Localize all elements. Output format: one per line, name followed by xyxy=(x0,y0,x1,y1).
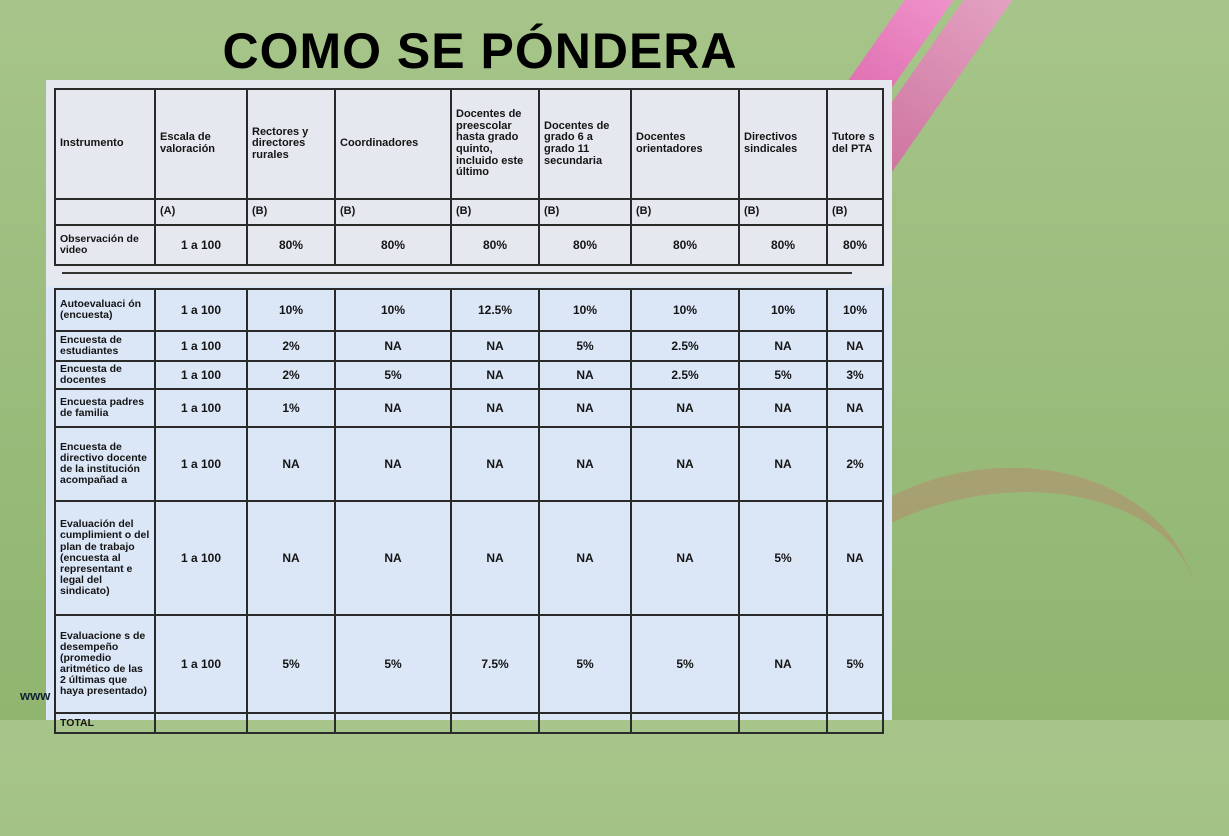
code-cell: (A) xyxy=(155,199,247,225)
instrument-cell: Encuesta de directivo docente de la institución acompañad a xyxy=(55,427,155,501)
header-cell: Rectores y directores rurales xyxy=(247,89,335,199)
value-cell: 7.5% xyxy=(451,615,539,713)
value-cell: 10% xyxy=(827,289,883,331)
slide-title: COMO SE PÓNDERA xyxy=(222,23,738,79)
value-cell: 1 a 100 xyxy=(155,361,247,389)
weights-table-body xyxy=(54,288,884,734)
value-cell: 80% xyxy=(739,225,827,265)
value-cell: NA xyxy=(631,389,739,427)
instrument-cell: Encuesta de estudiantes xyxy=(55,331,155,361)
value-cell: NA xyxy=(739,331,827,361)
value-cell: NA xyxy=(539,427,631,501)
code-cell xyxy=(55,199,155,225)
value-cell: 2% xyxy=(247,331,335,361)
instrument-cell: Evaluación del cumplimient o del plan de trabajo (encuesta al representant e legal del sindicato) xyxy=(55,501,155,615)
value-cell: 1 a 100 xyxy=(155,389,247,427)
value-cell: NA xyxy=(827,501,883,615)
value-cell: 10% xyxy=(335,289,451,331)
value-cell: NA xyxy=(739,427,827,501)
table-bottom-section xyxy=(46,272,892,729)
value-cell: NA xyxy=(539,501,631,615)
table-header-row xyxy=(55,89,883,199)
value-cell: 2% xyxy=(247,361,335,389)
value-cell: 2.5% xyxy=(631,361,739,389)
value-cell: 1 a 100 xyxy=(155,225,247,265)
value-cell: 5% xyxy=(247,615,335,713)
value-cell: 1 a 100 xyxy=(155,289,247,331)
value-cell: 1 a 100 xyxy=(155,501,247,615)
code-cell: (B) xyxy=(827,199,883,225)
table-top-section xyxy=(46,80,892,272)
value-cell: 80% xyxy=(631,225,739,265)
value-cell: NA xyxy=(451,501,539,615)
value-cell: NA xyxy=(739,389,827,427)
value-cell: 80% xyxy=(335,225,451,265)
value-cell: 2% xyxy=(827,427,883,501)
value-cell: 80% xyxy=(827,225,883,265)
value-cell: 5% xyxy=(539,615,631,713)
header-cell: Escala de valoración xyxy=(155,89,247,199)
value-cell: NA xyxy=(451,427,539,501)
header-cell: Docentes de grado 6 a grado 11 secundaria xyxy=(539,89,631,199)
table-row xyxy=(55,615,883,713)
total-label-cell: TOTAL xyxy=(55,713,155,733)
value-cell: 10% xyxy=(539,289,631,331)
code-cell: (B) xyxy=(739,199,827,225)
value-cell: 1 a 100 xyxy=(155,331,247,361)
footer-url: www xyxy=(20,688,51,703)
value-cell: NA xyxy=(335,389,451,427)
instrument-cell: Encuesta de docentes xyxy=(55,361,155,389)
value-cell: NA xyxy=(827,331,883,361)
scanned-table-image xyxy=(46,80,892,729)
value-cell: 5% xyxy=(335,361,451,389)
value-cell: NA xyxy=(451,389,539,427)
value-cell: 12.5% xyxy=(451,289,539,331)
value-cell: NA xyxy=(335,331,451,361)
value-cell: NA xyxy=(827,389,883,427)
instrument-cell: Encuesta padres de familia xyxy=(55,389,155,427)
table-row xyxy=(55,427,883,501)
value-cell: NA xyxy=(539,361,631,389)
value-cell: 1% xyxy=(247,389,335,427)
code-cell: (B) xyxy=(539,199,631,225)
instrument-cell: Evaluacione s de desempeño (promedio aritmético de las 2 últimas que haya presentado) xyxy=(55,615,155,713)
value-cell: NA xyxy=(739,615,827,713)
table-row xyxy=(55,289,883,331)
value-cell: 80% xyxy=(539,225,631,265)
value-cell: 2.5% xyxy=(631,331,739,361)
value-cell: 5% xyxy=(827,615,883,713)
code-row xyxy=(55,199,883,225)
value-cell: 5% xyxy=(539,331,631,361)
value-cell: 10% xyxy=(247,289,335,331)
table-row xyxy=(55,389,883,427)
value-cell: NA xyxy=(335,427,451,501)
weights-table-header xyxy=(54,88,884,266)
value-cell: NA xyxy=(631,501,739,615)
header-cell: Docentes de preescolar hasta grado quinto, incluido este último xyxy=(451,89,539,199)
value-cell: 5% xyxy=(739,501,827,615)
table-row xyxy=(55,361,883,389)
instrument-cell: Autoevaluaci ón (encuesta) xyxy=(55,289,155,331)
value-cell: 10% xyxy=(631,289,739,331)
value-cell: 5% xyxy=(739,361,827,389)
value-cell: NA xyxy=(335,501,451,615)
value-cell: NA xyxy=(631,427,739,501)
value-cell: NA xyxy=(247,427,335,501)
value-cell: 1 a 100 xyxy=(155,615,247,713)
value-cell: 80% xyxy=(247,225,335,265)
value-cell: 10% xyxy=(739,289,827,331)
code-cell: (B) xyxy=(247,199,335,225)
header-cell: Docentes orientadores xyxy=(631,89,739,199)
header-cell: Directivos sindicales xyxy=(739,89,827,199)
value-cell: 80% xyxy=(451,225,539,265)
value-cell: NA xyxy=(539,389,631,427)
code-cell: (B) xyxy=(335,199,451,225)
value-cell: 5% xyxy=(335,615,451,713)
code-cell: (B) xyxy=(451,199,539,225)
value-cell: 5% xyxy=(631,615,739,713)
header-cell: Instrumento xyxy=(55,89,155,199)
value-cell: NA xyxy=(451,361,539,389)
header-cell: Coordinadores xyxy=(335,89,451,199)
table-row xyxy=(55,331,883,361)
value-cell: 1 a 100 xyxy=(155,427,247,501)
header-cell: Tutore s del PTA xyxy=(827,89,883,199)
table-row xyxy=(55,225,883,265)
table-row xyxy=(55,501,883,615)
value-cell: NA xyxy=(451,331,539,361)
value-cell: 3% xyxy=(827,361,883,389)
value-cell: NA xyxy=(247,501,335,615)
instrument-cell: Observación de video xyxy=(55,225,155,265)
table-row-partial xyxy=(55,713,883,733)
code-cell: (B) xyxy=(631,199,739,225)
